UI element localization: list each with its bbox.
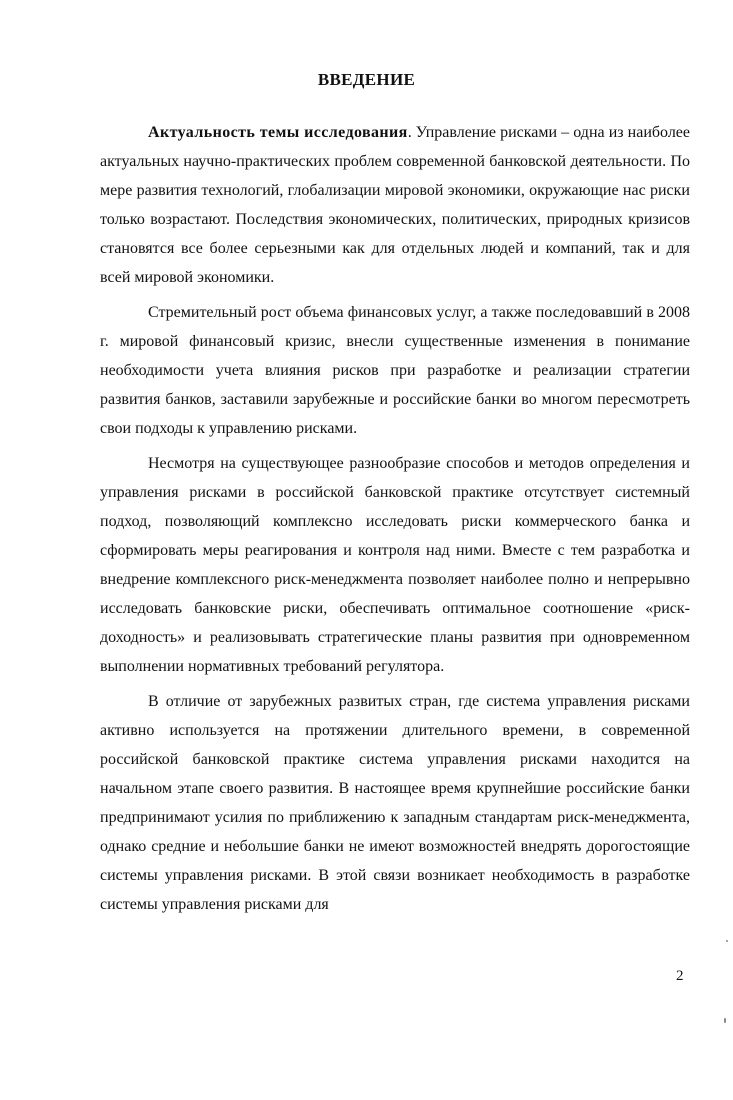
paragraph-text: Несмотря на существующее разнообразие способов и методов определения и управления рисками в российской банковской практике отсутствует системный подход, позволяющий комплексно исследовать риски коммерческого банка и сформировать меры реагирования и контроля над ними. Вместе с тем разработка и внедрение комплексного риск-менеджмента позволяет наиболее полно и непрерывно исследовать банковские риски, обеспечивать оптимальное соотношение «риск-доходность» и реализовывать стратегические планы развития при одновременном выполнении нормативных требований регулятора. <box>100 455 690 675</box>
page-number: 2 <box>676 968 684 984</box>
paragraph-3 <box>100 449 690 681</box>
page-heading: ВВЕДЕНИЕ <box>317 70 416 89</box>
scan-speck <box>726 940 728 942</box>
paragraph-4 <box>100 687 690 919</box>
scan-speck <box>724 1018 726 1023</box>
paragraph-2 <box>100 298 690 443</box>
paragraph-text: В отличие от зарубежных развитых стран, где система управления рисками активно используется на протяжении длительного времени, в современной российской банковской практике система управления рисками находится на начальном этапе своего развития. В настоящее время крупнейшие российские банки предпринимают усилия по приближению к западным стандартам риск-менеджмента, однако средние и небольшие банки не имеют возможностей внедрять дорогостоящие системы управления рисками. В этой связи возникает необходимость в разработке системы управления рисками для <box>100 693 690 913</box>
paragraph-1 <box>100 118 690 292</box>
paragraph-text: . Управление рисками – одна из наиболее актуальных научно-практических проблем современной банковской деятельности. По мере развития технологий, глобализации мировой экономики, окружающие нас риски только возрастают. Последствия экономических, политических, природных кризисов становятся все более серьезными как для отдельных людей и компаний, так и для всей мировой экономики. <box>100 124 691 286</box>
body-text <box>100 118 690 925</box>
paragraph-text: Стремительный рост объема финансовых услуг, а также последовавший в 2008 г. мировой финансовый кризис, внесли существенные изменения в понимание необходимости учета влияния рисков при разработке и реализации стратегии развития банков, заставили зарубежные и российские банки во многом пересмотреть свои подходы к управлению рисками. <box>100 304 690 437</box>
paragraph-lead: Актуальность темы исследования <box>148 124 408 141</box>
